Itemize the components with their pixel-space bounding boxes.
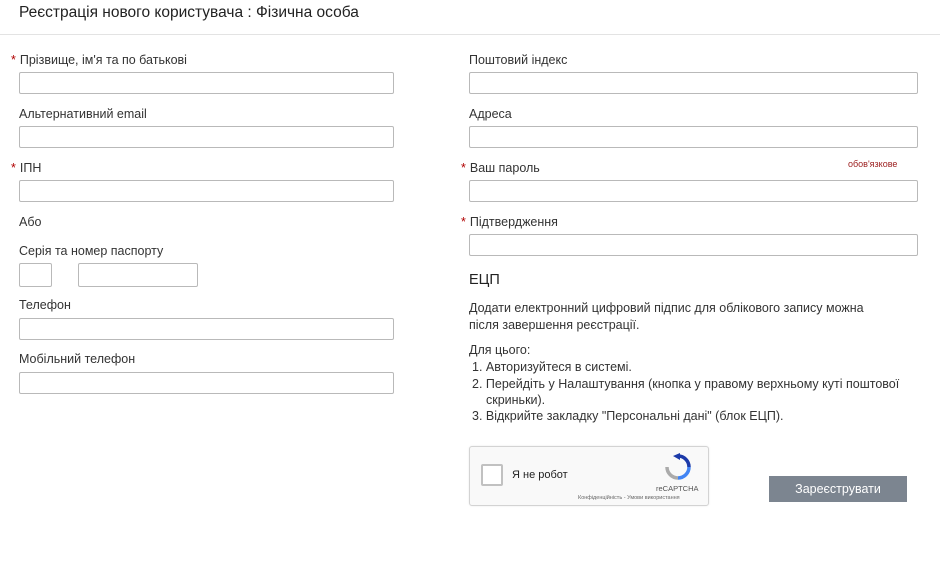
recaptcha-links[interactable]: Конфіденційність - Умови використання xyxy=(578,495,680,501)
page-title: Реєстрація нового користувача : Фізична особа xyxy=(19,4,359,21)
title-divider xyxy=(0,34,940,35)
phone-input[interactable] xyxy=(19,318,394,340)
postal-input[interactable] xyxy=(469,72,918,94)
alt-email-label: Альтернативний email xyxy=(19,107,147,121)
password-label xyxy=(461,161,540,175)
confirm-label xyxy=(461,215,558,229)
recaptcha-icon xyxy=(664,453,692,481)
password-label-text: Ваш пароль xyxy=(469,161,540,175)
password-input[interactable] xyxy=(469,180,918,202)
address-label: Адреса xyxy=(469,107,512,121)
required-marker: * xyxy=(11,53,16,67)
recaptcha-brand: reCAPTCHA xyxy=(656,484,699,493)
passport-series-input[interactable] xyxy=(19,263,52,287)
address-input[interactable] xyxy=(469,126,918,148)
full-name-label xyxy=(11,53,187,67)
full-name-label-text: Прізвище, ім'я та по батькові xyxy=(19,53,187,67)
passport-number-input[interactable] xyxy=(78,263,198,287)
recaptcha-checkbox[interactable] xyxy=(481,464,503,486)
ecp-intro-line1: Додати електронний цифровий підпис для облікового запису можна xyxy=(469,301,864,315)
required-marker: * xyxy=(461,161,466,175)
alt-email-input[interactable] xyxy=(19,126,394,148)
ecp-heading: ЕЦП xyxy=(469,272,500,288)
full-name-input[interactable] xyxy=(19,72,394,94)
required-marker: * xyxy=(461,215,466,229)
ecp-step-2-cont: скриньки). xyxy=(486,393,546,407)
register-button[interactable]: Зареєструвати xyxy=(769,476,907,502)
confirm-label-text: Підтвердження xyxy=(469,215,558,229)
recaptcha-widget xyxy=(469,446,709,506)
ipn-label-text: ІПН xyxy=(19,161,42,175)
confirm-password-input[interactable] xyxy=(469,234,918,256)
or-label: Або xyxy=(19,215,42,229)
postal-label: Поштовий індекс xyxy=(469,53,568,67)
mobile-label: Мобільний телефон xyxy=(19,352,136,366)
ecp-step-3: 3. Відкрийте закладку "Персональні дані" (блок ЕЦП). xyxy=(472,409,784,423)
ecp-intro-line2: після завершення реєстрації. xyxy=(469,318,640,332)
mobile-input[interactable] xyxy=(19,372,394,394)
ecp-step-1: 1. Авторизуйтеся в системі. xyxy=(472,360,632,374)
phone-label: Телефон xyxy=(19,298,71,312)
passport-label: Серія та номер паспорту xyxy=(19,244,164,258)
ipn-input[interactable] xyxy=(19,180,394,202)
ecp-step-2: 2. Перейдіть у Налаштування (кнопка у правому верхньому куті поштової xyxy=(472,377,900,391)
required-marker: * xyxy=(11,161,16,175)
recaptcha-label: Я не робот xyxy=(512,469,568,481)
ecp-for-this: Для цього: xyxy=(469,343,531,357)
ipn-label xyxy=(11,161,41,175)
password-required-note: обов'язкове xyxy=(848,159,898,169)
